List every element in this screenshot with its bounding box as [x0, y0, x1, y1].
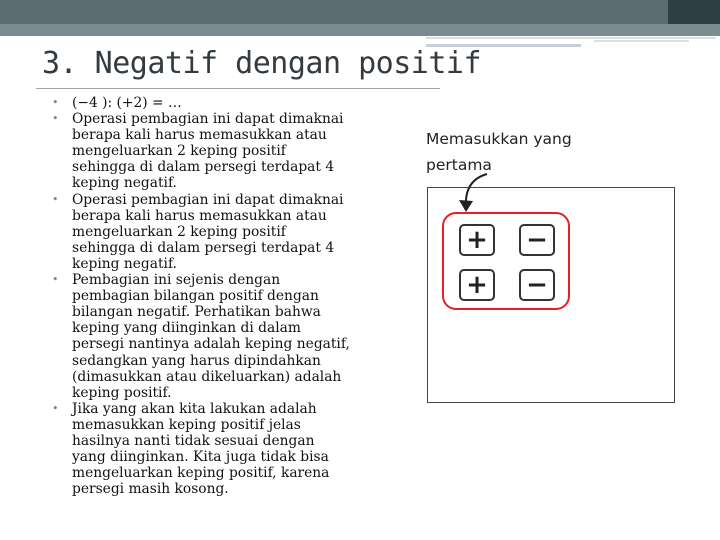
list-item-text: Operasi pembagian ini dapat dimaknai berapa kali harus memasukkan atau mengeluarkan 2 keping positif sehingga di dalam persegi terdapat 4 keping negatif. — [72, 111, 344, 192]
figure-caption: Memasukkan yang pertama — [426, 130, 572, 174]
bullet-list — [52, 95, 352, 497]
title-underline — [36, 88, 440, 89]
list-item — [52, 95, 352, 111]
top-banner — [0, 0, 720, 24]
list-item-text: Jika yang akan kita lakukan adalah memasukkan keping positif jelas hasilnya nanti tidak sesuai dengan yang diinginkan. Kita juga tidak bisa mengeluarkan keping positif, karena persegi masih kosong. — [72, 400, 330, 498]
bullet-icon: • — [52, 273, 59, 287]
page-title: 3. Negatif dengan positif — [42, 46, 482, 81]
arrow-icon — [455, 170, 495, 220]
positive-tile: + — [459, 224, 495, 256]
list-item — [52, 111, 352, 191]
decorative-line — [426, 37, 716, 39]
bullet-icon: • — [52, 192, 59, 206]
list-item-text: Operasi pembagian ini dapat dimaknai berapa kali harus memasukkan atau mengeluarkan 2 keping positif sehingga di dalam persegi terdapat 4 keping negatif. — [72, 191, 344, 272]
top-banner-accent — [668, 0, 720, 24]
negative-tile: − — [519, 224, 555, 256]
negative-tile: − — [519, 269, 555, 301]
bullet-icon: • — [52, 401, 59, 415]
positive-tile: + — [459, 269, 495, 301]
list-item — [52, 401, 352, 498]
list-item-text: Pembagian ini sejenis dengan pembagian bilangan positif dengan bilangan negatif. Perhatikan bahwa keping yang diinginkan di dalam persegi nantinya adalah keping negatif, sedangkan yang harus dipindahkan (dimasukkan atau dikeluarkan) adalah keping positif. — [72, 272, 350, 401]
decorative-line — [594, 40, 689, 42]
list-item-text: (−4 ): (+2) = … — [72, 95, 182, 111]
top-banner-strip — [0, 24, 720, 36]
list-item — [52, 192, 352, 272]
bullet-icon: • — [52, 112, 59, 126]
bullet-icon: • — [52, 96, 59, 109]
list-item — [52, 272, 352, 401]
